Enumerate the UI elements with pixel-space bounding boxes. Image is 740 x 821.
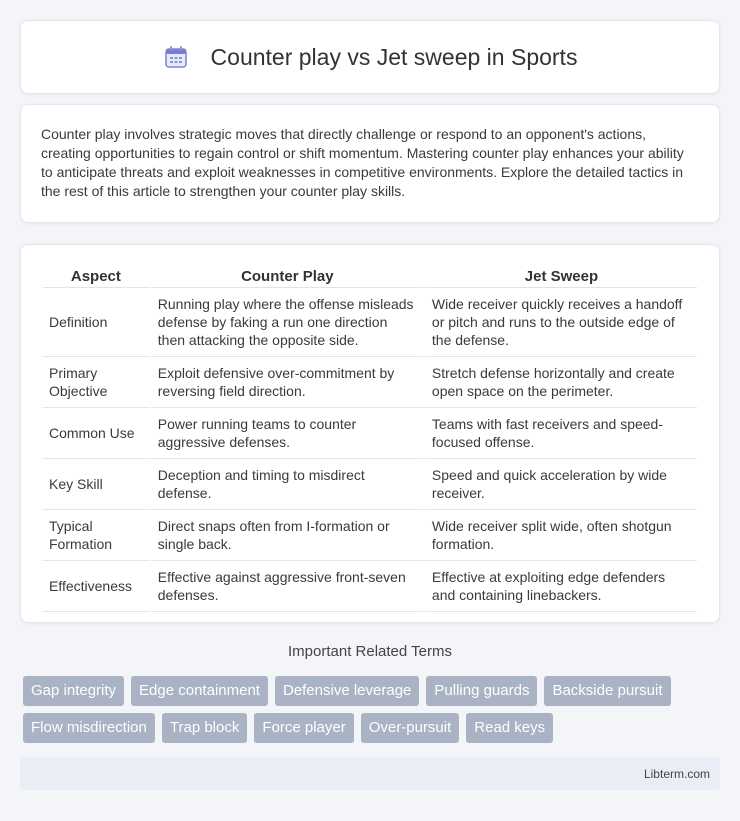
calendar-icon	[163, 44, 189, 70]
table-row	[43, 561, 697, 612]
comparison-card	[20, 244, 720, 623]
related-terms-title: Important Related Terms	[288, 643, 452, 660]
jet-sweep-cell: Wide receiver quickly receives a handoff or pitch and runs to the outside edge of the defense.	[423, 288, 697, 357]
related-term-tag[interactable]: Trap block	[162, 713, 247, 743]
page-title: Counter play vs Jet sweep in Sports	[210, 43, 578, 70]
counter-play-cell: Running play where the offense misleads defense by faking a run one direction then attacking the opposite side.	[149, 288, 423, 357]
aspect-cell: Typical Formation	[43, 510, 149, 561]
counter-play-cell: Power running teams to counter aggressive defenses.	[149, 408, 423, 459]
counter-play-cell: Effective against aggressive front-seven defenses.	[149, 561, 423, 612]
table-row	[43, 408, 697, 459]
related-term-tag[interactable]: Edge containment	[131, 676, 268, 706]
counter-play-cell: Direct snaps often from I-formation or single back.	[149, 510, 423, 561]
jet-sweep-cell: Wide receiver split wide, often shotgun formation.	[423, 510, 697, 561]
related-term-tag[interactable]: Force player	[254, 713, 353, 743]
table-header-row	[43, 264, 697, 288]
comparison-table	[43, 264, 697, 612]
aspect-cell: Common Use	[43, 408, 149, 459]
aspect-cell: Key Skill	[43, 459, 149, 510]
title-card	[20, 20, 720, 94]
intro-text: Counter play involves strategic moves that directly challenge or respond to an opponent's actions, creating opportunities to regain control or shift momentum. Mastering counter play enhances your ability to anticipate threats and exploit weaknesses in competitive environments. Explore the detailed tactics in the rest of this article to strengthen your counter play skills.	[41, 126, 684, 199]
jet-sweep-cell: Speed and quick acceleration by wide receiver.	[423, 459, 697, 510]
jet-sweep-cell: Teams with fast receivers and speed-focused offense.	[423, 408, 697, 459]
aspect-cell: Definition	[43, 288, 149, 357]
related-term-tag[interactable]: Over-pursuit	[361, 713, 460, 743]
footer	[20, 757, 720, 790]
table-row	[43, 357, 697, 408]
counter-play-cell: Deception and timing to misdirect defense.	[149, 459, 423, 510]
related-terms-list	[23, 676, 723, 743]
aspect-cell: Effectiveness	[43, 561, 149, 612]
related-term-tag[interactable]: Backside pursuit	[544, 676, 670, 706]
table-row	[43, 459, 697, 510]
jet-sweep-cell: Stretch defense horizontally and create open space on the perimeter.	[423, 357, 697, 408]
header-counter-play: Counter Play	[149, 264, 423, 288]
related-term-tag[interactable]: Defensive leverage	[275, 676, 419, 706]
related-term-tag[interactable]: Read keys	[466, 713, 553, 743]
counter-play-cell: Exploit defensive over-commitment by reversing field direction.	[149, 357, 423, 408]
related-term-tag[interactable]: Pulling guards	[426, 676, 537, 706]
aspect-cell: Primary Objective	[43, 357, 149, 408]
header-aspect: Aspect	[43, 264, 149, 288]
table-row	[43, 510, 697, 561]
footer-site-link[interactable]: Libterm.com	[643, 766, 710, 781]
related-term-tag[interactable]: Gap integrity	[23, 676, 124, 706]
intro-card	[20, 104, 720, 223]
header-jet-sweep: Jet Sweep	[423, 264, 697, 288]
jet-sweep-cell: Effective at exploiting edge defenders and containing linebackers.	[423, 561, 697, 612]
related-term-tag[interactable]: Flow misdirection	[23, 713, 155, 743]
table-row	[43, 288, 697, 357]
